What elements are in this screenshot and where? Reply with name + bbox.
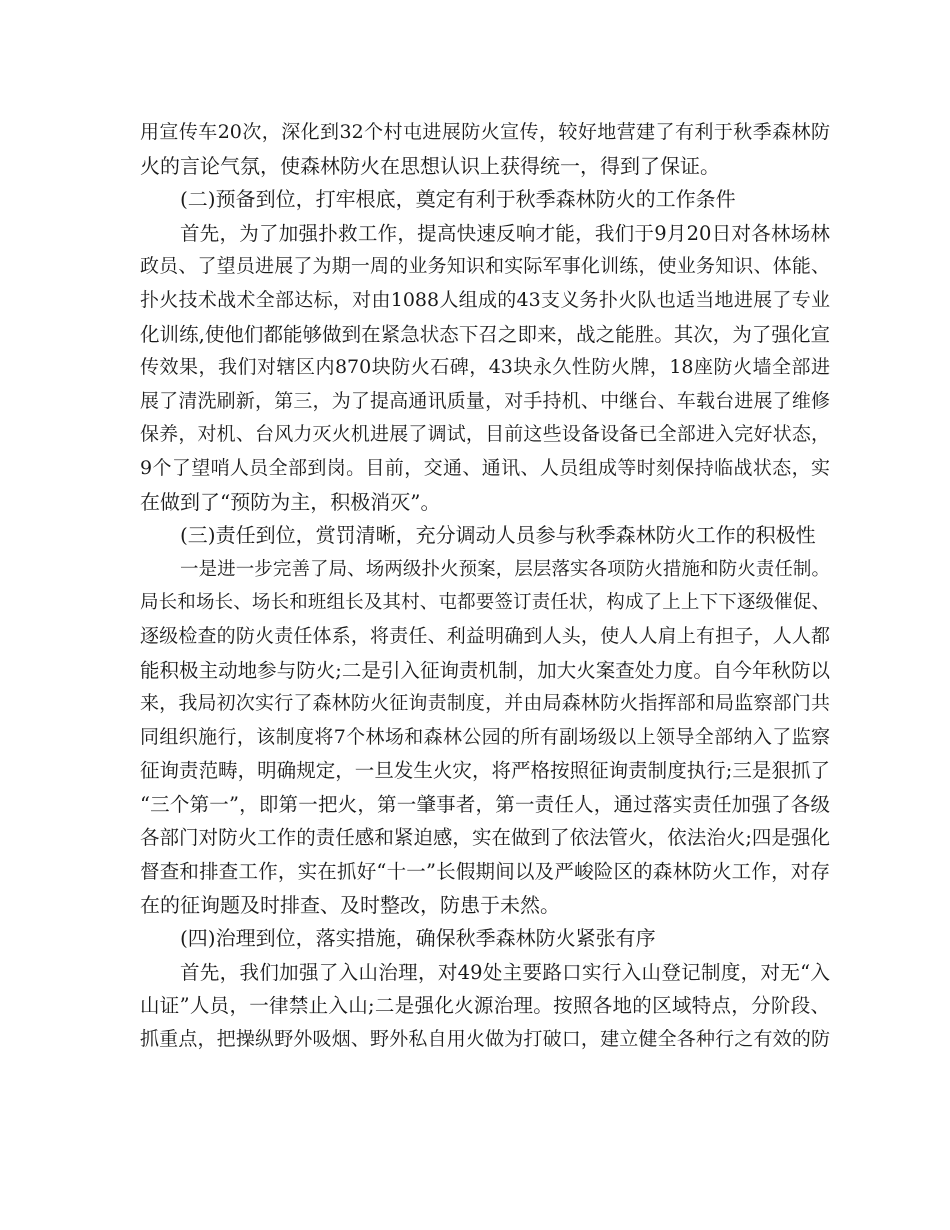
text-line: 征询责范畴，明确规定，一旦发生火灾，将严格按照征询责制度执行;三是狠抓了 [140, 759, 830, 783]
text-line: 用宣传车20次，深化到32个村屯进展防火宣传，较好地营建了有利于秋季森林防 [140, 121, 830, 143]
text-line: 在的征询题及时排查、及时整改，防患于未然。 [140, 892, 560, 917]
text-line: 政员、了望员进展了为期一周的业务知识和实际军事化训练，使业务知识、体能、 [140, 255, 830, 278]
paragraph-first-line: (三)责任到位，赏罚清晰，充分调动人员参与秋季森林防火工作的积极性 [180, 523, 816, 548]
text-line: 同组织施行，该制度将7个林场和森林公园的所有副场级以上领导全部纳入了监察 [140, 725, 830, 748]
text-line: 化训练,使他们都能够做到在紧急状态下召之即来，战之能胜。其次，为了强化宣 [140, 322, 830, 346]
text-line: 9个了望哨人员全部到岗。目前，交通、通讯、人员组成等时刻保持临战状态，实 [140, 456, 830, 479]
paragraph-first-line: (二)预备到位，打牢根底，奠定有利于秋季森林防火的工作条件 [180, 187, 736, 212]
text-line: 督查和排查工作，实在抓好“十一”长假期间以及严峻险区的森林防火工作，对存 [140, 860, 830, 884]
text-line: 局长和场长、场长和班组长及其村、屯都要签订责任状，构成了上上下下逐级催促、 [140, 592, 830, 614]
text-line: 抓重点，把操纵野外吸烟、野外私自用火做为打破口，建立健全各种行之有效的防 [140, 1028, 830, 1051]
text-line: 扑火技术战术全部达标，对由1088人组成的43支义务扑火队也适当地进展了专业 [140, 288, 830, 311]
text-line: 能积极主动地参与防火;二是引入征询责机制，加大火案查处力度。自今年秋防以 [140, 658, 830, 682]
paragraph-first-line: 首先，为了加强扑救工作，提高快速反响才能，我们于9月20日对各林场林 [180, 221, 830, 245]
paragraph-first-line: 首先，我们加强了入山治理，对49处主要路口实行入山登记制度，对无“入 [180, 960, 830, 984]
text-line: 各部门对防火工作的责任感和紧迫感，实在做到了依法管火，依法治火;四是强化 [140, 826, 830, 850]
text-line: “三个第一”，即第一把火，第一肇事者，第一责任人，通过落实责任加强了各级 [140, 792, 830, 816]
text-line: 火的言论气氛，使森林防火在思想认识上获得统一，得到了保证。 [140, 153, 720, 178]
text-line: 传效果，我们对辖区内870块防火石碑，43块永久性防火牌，18座防火墙全部进 [140, 356, 830, 379]
text-line: 展了清洗刷新，第三，为了提高通讯质量，对手持机、中继台、车载台进展了维修 [140, 389, 830, 412]
document-body [140, 116, 830, 1057]
text-line: 保养，对机、台风力灭火机进展了调试，目前这些设备设备已全部进入完好状态， [140, 423, 830, 446]
text-line: 来，我局初次实行了森林防火征询责制度，并由局森林防火指挥部和局监察部门共 [140, 692, 830, 715]
text-line: 逐级检查的防火责任体系，将责任、利益明确到人头，使人人肩上有担子，人人都 [140, 624, 830, 647]
text-line: 山证”人员，一律禁止入山;二是强化火源治理。按照各地的区域特点，分阶段、 [140, 994, 830, 1018]
paragraph-first-line: 一是进一步完善了局、场两级扑火预案，层层落实各项防火措施和防火责任制。 [180, 558, 830, 580]
paragraph-first-line: (四)治理到位，落实措施，确保秋季森林防火紧张有序 [180, 926, 656, 951]
text-line: 在做到了“预防为主，积极消灭”。 [140, 489, 441, 514]
